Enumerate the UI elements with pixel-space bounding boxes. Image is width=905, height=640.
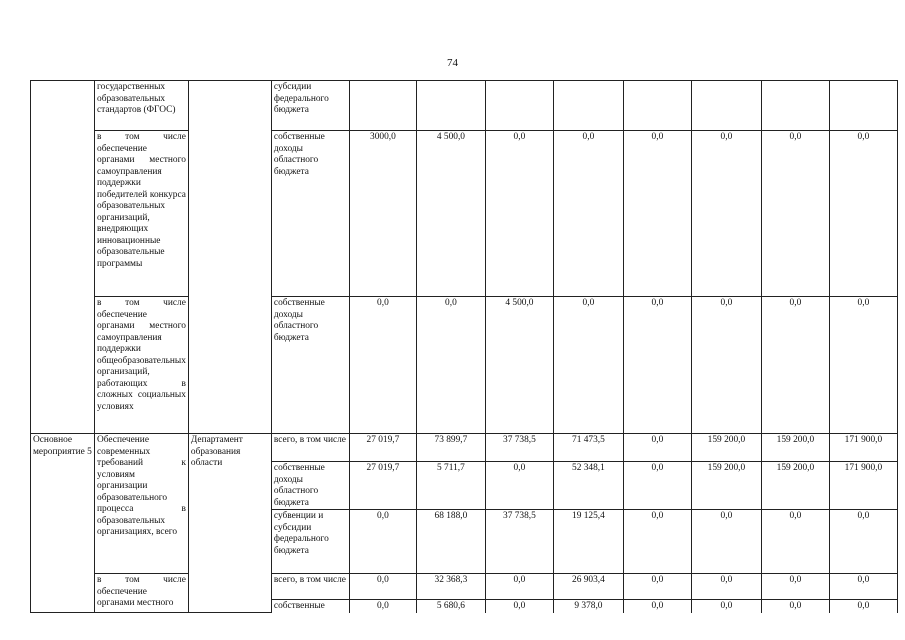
value-cell: 171 900,0 bbox=[829, 434, 897, 462]
value-cell: 3000,0 bbox=[349, 131, 416, 297]
funding-source-cell: собственные доходы областного бюджета bbox=[271, 462, 349, 510]
value-cell: 0,0 bbox=[761, 131, 829, 297]
value-cell: 0,0 bbox=[553, 297, 623, 434]
funding-source-cell: всего, в том числе bbox=[271, 434, 349, 462]
value-cell: 0,0 bbox=[829, 297, 897, 434]
value-cell: 0,0 bbox=[349, 600, 416, 613]
funding-source-cell: субвенции и субсидии федерального бюджета bbox=[271, 510, 349, 574]
program-name-cell bbox=[31, 81, 95, 434]
value-cell: 37 738,5 bbox=[485, 510, 553, 574]
value-cell: 0,0 bbox=[829, 131, 897, 297]
program-name-cell: Основное мероприятие 5 bbox=[31, 434, 95, 613]
value-cell: 0,0 bbox=[623, 574, 691, 600]
funding-source-cell: собственные bbox=[271, 600, 349, 613]
page-number: 74 bbox=[447, 57, 458, 69]
funding-source-cell: собственные доходы областного бюджета bbox=[271, 297, 349, 434]
value-cell bbox=[485, 81, 553, 131]
value-cell: 0,0 bbox=[485, 600, 553, 613]
value-cell: 71 473,5 bbox=[553, 434, 623, 462]
table-row bbox=[31, 574, 898, 600]
value-cell: 171 900,0 bbox=[829, 462, 897, 510]
funding-source-cell: субсидии федерального бюджета bbox=[271, 81, 349, 131]
description-cell: в том числе обеспечение органами местного самоуправления поддержки победителей конкурса образовательных организаций, внедряющих инновационные образовательные программы bbox=[95, 131, 189, 297]
value-cell: 32 368,3 bbox=[416, 574, 485, 600]
value-cell: 0,0 bbox=[761, 297, 829, 434]
value-cell: 0,0 bbox=[416, 297, 485, 434]
value-cell: 0,0 bbox=[485, 574, 553, 600]
value-cell: 0,0 bbox=[623, 297, 691, 434]
value-cell: 26 903,4 bbox=[553, 574, 623, 600]
funding-source-cell: собственные доходы областного бюджета bbox=[271, 131, 349, 297]
value-cell: 0,0 bbox=[485, 131, 553, 297]
table-row bbox=[31, 81, 898, 131]
value-cell: 0,0 bbox=[691, 510, 761, 574]
value-cell: 0,0 bbox=[623, 462, 691, 510]
value-cell: 0,0 bbox=[829, 574, 897, 600]
value-cell bbox=[416, 81, 485, 131]
budget-table bbox=[30, 80, 898, 613]
value-cell: 159 200,0 bbox=[761, 434, 829, 462]
value-cell: 0,0 bbox=[553, 131, 623, 297]
value-cell: 0,0 bbox=[623, 131, 691, 297]
value-cell bbox=[691, 81, 761, 131]
value-cell: 0,0 bbox=[691, 131, 761, 297]
value-cell: 159 200,0 bbox=[691, 434, 761, 462]
value-cell: 0,0 bbox=[623, 510, 691, 574]
value-cell bbox=[349, 81, 416, 131]
value-cell: 159 200,0 bbox=[691, 462, 761, 510]
executor-cell: Департамент образования области bbox=[188, 434, 271, 613]
description-cell: государственных образовательных стандартов (ФГОС) bbox=[95, 81, 189, 131]
value-cell: 0,0 bbox=[829, 600, 897, 613]
description-cell: Обеспечение современных требований к условиям организации образовательного процесса в образовательных организациях, всего bbox=[95, 434, 189, 574]
description-cell: в том числе обеспечение органами местного bbox=[95, 574, 189, 613]
table-row bbox=[31, 297, 898, 434]
value-cell: 27 019,7 bbox=[349, 462, 416, 510]
value-cell: 0,0 bbox=[761, 600, 829, 613]
value-cell: 73 899,7 bbox=[416, 434, 485, 462]
value-cell: 52 348,1 bbox=[553, 462, 623, 510]
value-cell: 19 125,4 bbox=[553, 510, 623, 574]
value-cell: 0,0 bbox=[349, 510, 416, 574]
value-cell bbox=[553, 81, 623, 131]
value-cell: 0,0 bbox=[761, 574, 829, 600]
value-cell: 37 738,5 bbox=[485, 434, 553, 462]
value-cell: 5 711,7 bbox=[416, 462, 485, 510]
funding-source-cell: всего, в том числе bbox=[271, 574, 349, 600]
value-cell bbox=[829, 81, 897, 131]
value-cell: 0,0 bbox=[761, 510, 829, 574]
executor-cell bbox=[188, 81, 271, 434]
value-cell: 4 500,0 bbox=[416, 131, 485, 297]
value-cell bbox=[761, 81, 829, 131]
value-cell: 0,0 bbox=[691, 600, 761, 613]
value-cell: 5 680,6 bbox=[416, 600, 485, 613]
description-cell: в том числе обеспечение органами местного самоуправления поддержки общеобразовательных организаций, работающих в сложных социальных условиях bbox=[95, 297, 189, 434]
value-cell: 0,0 bbox=[349, 297, 416, 434]
value-cell: 0,0 bbox=[829, 510, 897, 574]
value-cell: 0,0 bbox=[623, 600, 691, 613]
value-cell: 27 019,7 bbox=[349, 434, 416, 462]
value-cell bbox=[623, 81, 691, 131]
table-row bbox=[31, 434, 898, 462]
value-cell: 0,0 bbox=[485, 462, 553, 510]
value-cell: 0,0 bbox=[691, 574, 761, 600]
value-cell: 0,0 bbox=[691, 297, 761, 434]
value-cell: 68 188,0 bbox=[416, 510, 485, 574]
value-cell: 0,0 bbox=[623, 434, 691, 462]
table-row bbox=[31, 131, 898, 297]
value-cell: 159 200,0 bbox=[761, 462, 829, 510]
value-cell: 0,0 bbox=[349, 574, 416, 600]
value-cell: 4 500,0 bbox=[485, 297, 553, 434]
value-cell: 9 378,0 bbox=[553, 600, 623, 613]
